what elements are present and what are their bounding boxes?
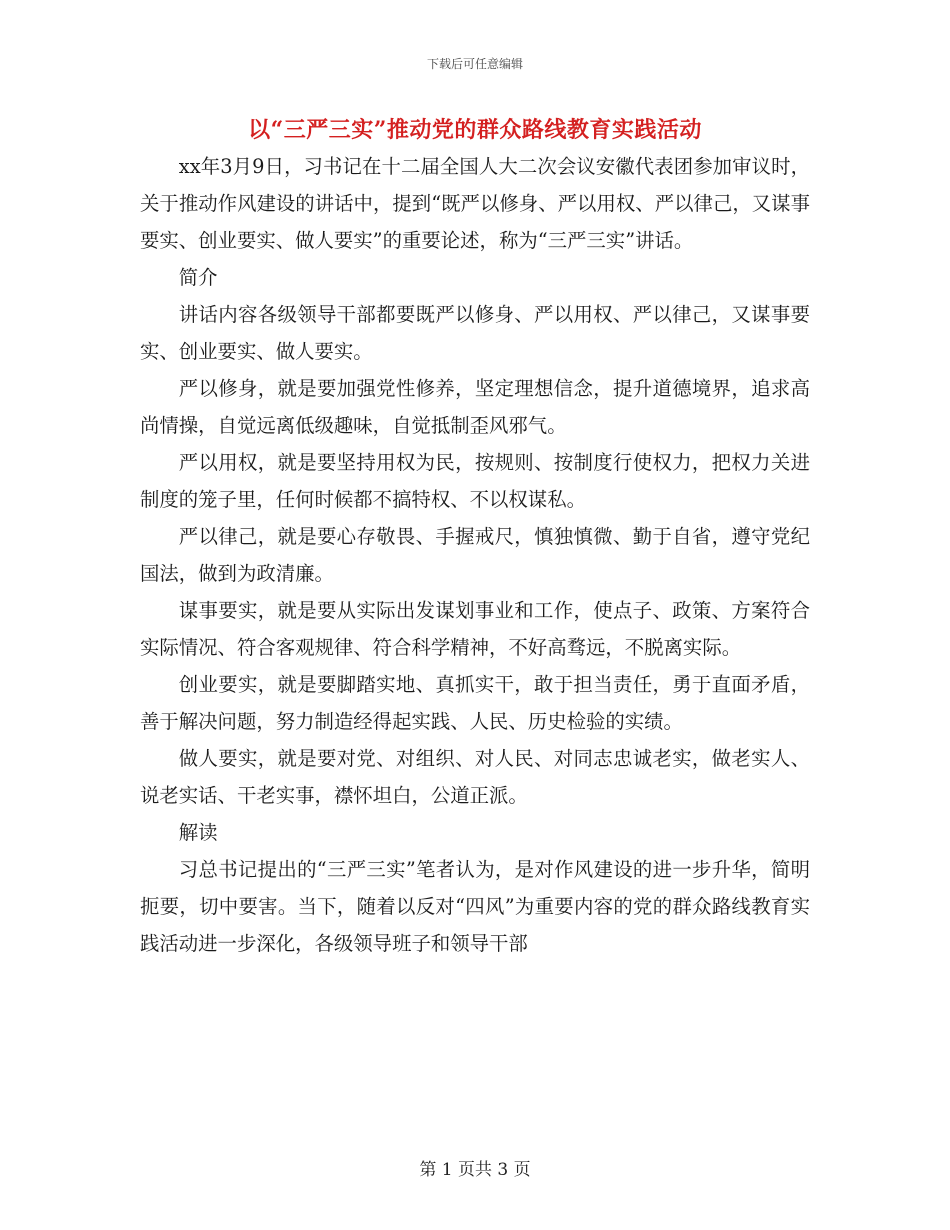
paragraph-planning: 谋事要实，就是要从实际出发谋划事业和工作，使点子、政策、方案符合实际情况、符合客观规律、符合科学精神，不好高骛远，不脱离实际。: [140, 599, 810, 659]
section-heading-intro: 简介: [178, 266, 218, 289]
paragraph-content: 讲话内容各级领导干部都要既严以修身、严以用权、严以律己，又谋事要实、创业要实、做人要实。: [140, 303, 810, 363]
document-body: [140, 148, 810, 962]
paragraph-interpretation: 习总书记提出的“三严三实”笔者认为，是对作风建设的进一步升华，简明扼要，切中要害。当下，随着以反对“四风”为重要内容的党的群众路线教育实践活动进一步深化，各级领导班子和领导干部: [140, 858, 810, 955]
paragraph-self-discipline: 严以律己，就是要心存敬畏、手握戒尺，慎独慎微、勤于自省，遵守党纪国法，做到为政清廉。: [140, 525, 810, 585]
paragraph-entrepreneurship: 创业要实，就是要脚踏实地、真抓实干，敢于担当责任，勇于直面矛盾，善于解决问题，努力制造经得起实践、人民、历史检验的实绩。: [140, 673, 810, 733]
paragraph-conduct: 做人要实，就是要对党、对组织、对人民、对同志忠诚老实，做老实人、说老实话、干老实事，襟怀坦白，公道正派。: [140, 747, 810, 807]
paragraph-use-of-power: 严以用权，就是要坚持用权为民，按规则、按制度行使权力，把权力关进制度的笼子里，任何时候都不搞特权、不以权谋私。: [140, 451, 810, 511]
page-footer: 第 1 页共 3 页: [419, 1160, 531, 1180]
document-title: 以“三严三实”推动党的群众路线教育实践活动: [248, 117, 702, 143]
paragraph-self-cultivation: 严以修身，就是要加强党性修养，坚定理想信念，提升道德境界，追求高尚情操，自觉远离低级趣味，自觉抵制歪风邪气。: [140, 377, 810, 437]
section-heading-interpretation: 解读: [178, 821, 218, 844]
header-note: 下载后可任意编辑: [426, 57, 523, 71]
paragraph-intro: xx年3月9日，习书记在十二届全国人大二次会议安徽代表团参加审议时，关于推动作风建设的讲话中，提到“既严以修身、严以用权、严以律己，又谋事要实、创业要实、做人要实”的重要论述，称为“三严三实”讲话。: [140, 155, 810, 252]
